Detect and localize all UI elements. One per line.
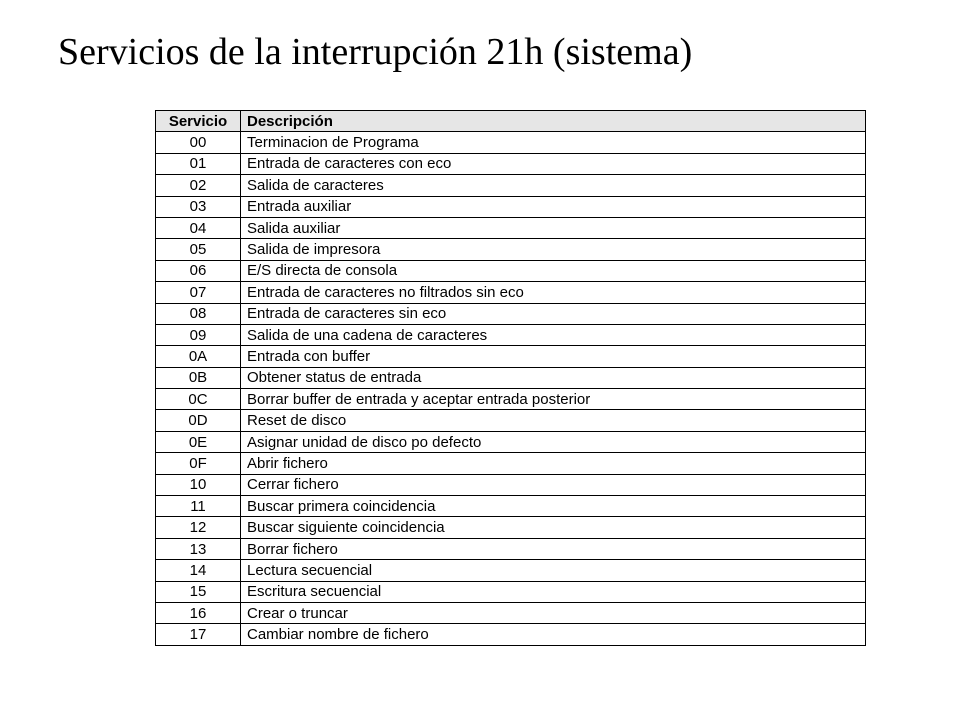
service-code-cell: 0B <box>156 367 241 388</box>
service-description-cell: Abrir fichero <box>241 453 866 474</box>
service-code-cell: 13 <box>156 538 241 559</box>
service-code-cell: 11 <box>156 496 241 517</box>
table-row <box>156 624 866 645</box>
service-description-cell: Salida de caracteres <box>241 175 866 196</box>
service-description-cell: Buscar primera coincidencia <box>241 496 866 517</box>
service-description-cell: Entrada de caracteres sin eco <box>241 303 866 324</box>
table-row <box>156 175 866 196</box>
table-row <box>156 303 866 324</box>
table-row <box>156 602 866 623</box>
service-description-cell: Salida de impresora <box>241 239 866 260</box>
service-code-cell: 00 <box>156 132 241 153</box>
service-code-cell: 12 <box>156 517 241 538</box>
column-header-service: Servicio <box>156 111 241 132</box>
service-code-cell: 05 <box>156 239 241 260</box>
table-row <box>156 453 866 474</box>
service-description-cell: Cerrar fichero <box>241 474 866 495</box>
table-row <box>156 474 866 495</box>
service-description-cell: E/S directa de consola <box>241 260 866 281</box>
service-description-cell: Reset de disco <box>241 410 866 431</box>
service-description-cell: Salida auxiliar <box>241 217 866 238</box>
service-description-cell: Cambiar nombre de fichero <box>241 624 866 645</box>
table-body <box>156 132 866 645</box>
table-row <box>156 324 866 345</box>
table-row <box>156 346 866 367</box>
service-code-cell: 15 <box>156 581 241 602</box>
service-code-cell: 09 <box>156 324 241 345</box>
service-description-cell: Entrada auxiliar <box>241 196 866 217</box>
service-description-cell: Entrada de caracteres no filtrados sin eco <box>241 282 866 303</box>
table-row <box>156 389 866 410</box>
table-row <box>156 367 866 388</box>
service-code-cell: 0C <box>156 389 241 410</box>
service-description-cell: Salida de una cadena de caracteres <box>241 324 866 345</box>
table-row <box>156 496 866 517</box>
service-description-cell: Crear o truncar <box>241 602 866 623</box>
table-row <box>156 217 866 238</box>
slide-title: Servicios de la interrupción 21h (sistema) <box>58 31 693 73</box>
service-description-cell: Borrar buffer de entrada y aceptar entrada posterior <box>241 389 866 410</box>
service-code-cell: 10 <box>156 474 241 495</box>
service-description-cell: Entrada de caracteres con eco <box>241 153 866 174</box>
service-code-cell: 16 <box>156 602 241 623</box>
service-code-cell: 03 <box>156 196 241 217</box>
service-code-cell: 14 <box>156 560 241 581</box>
service-code-cell: 17 <box>156 624 241 645</box>
service-description-cell: Borrar fichero <box>241 538 866 559</box>
table-row <box>156 239 866 260</box>
table-row <box>156 410 866 431</box>
table-row <box>156 517 866 538</box>
table-row <box>156 538 866 559</box>
table-row <box>156 153 866 174</box>
table-row <box>156 260 866 281</box>
service-description-cell: Terminacion de Programa <box>241 132 866 153</box>
service-code-cell: 01 <box>156 153 241 174</box>
table-row <box>156 431 866 452</box>
service-description-cell: Entrada con buffer <box>241 346 866 367</box>
service-code-cell: 08 <box>156 303 241 324</box>
service-description-cell: Lectura secuencial <box>241 560 866 581</box>
table-row <box>156 196 866 217</box>
table-header <box>156 111 866 132</box>
service-code-cell: 07 <box>156 282 241 303</box>
table-row <box>156 282 866 303</box>
table-row <box>156 560 866 581</box>
service-description-cell: Escritura secuencial <box>241 581 866 602</box>
service-description-cell: Buscar siguiente coincidencia <box>241 517 866 538</box>
service-description-cell: Asignar unidad de disco po defecto <box>241 431 866 452</box>
column-header-description: Descripción <box>241 111 866 132</box>
service-code-cell: 04 <box>156 217 241 238</box>
service-description-cell: Obtener status de entrada <box>241 367 866 388</box>
service-code-cell: 0F <box>156 453 241 474</box>
services-table <box>155 110 866 646</box>
table-row <box>156 581 866 602</box>
service-code-cell: 0D <box>156 410 241 431</box>
table-header-row <box>156 111 866 132</box>
service-code-cell: 0E <box>156 431 241 452</box>
service-code-cell: 0A <box>156 346 241 367</box>
table-row <box>156 132 866 153</box>
service-code-cell: 06 <box>156 260 241 281</box>
service-code-cell: 02 <box>156 175 241 196</box>
